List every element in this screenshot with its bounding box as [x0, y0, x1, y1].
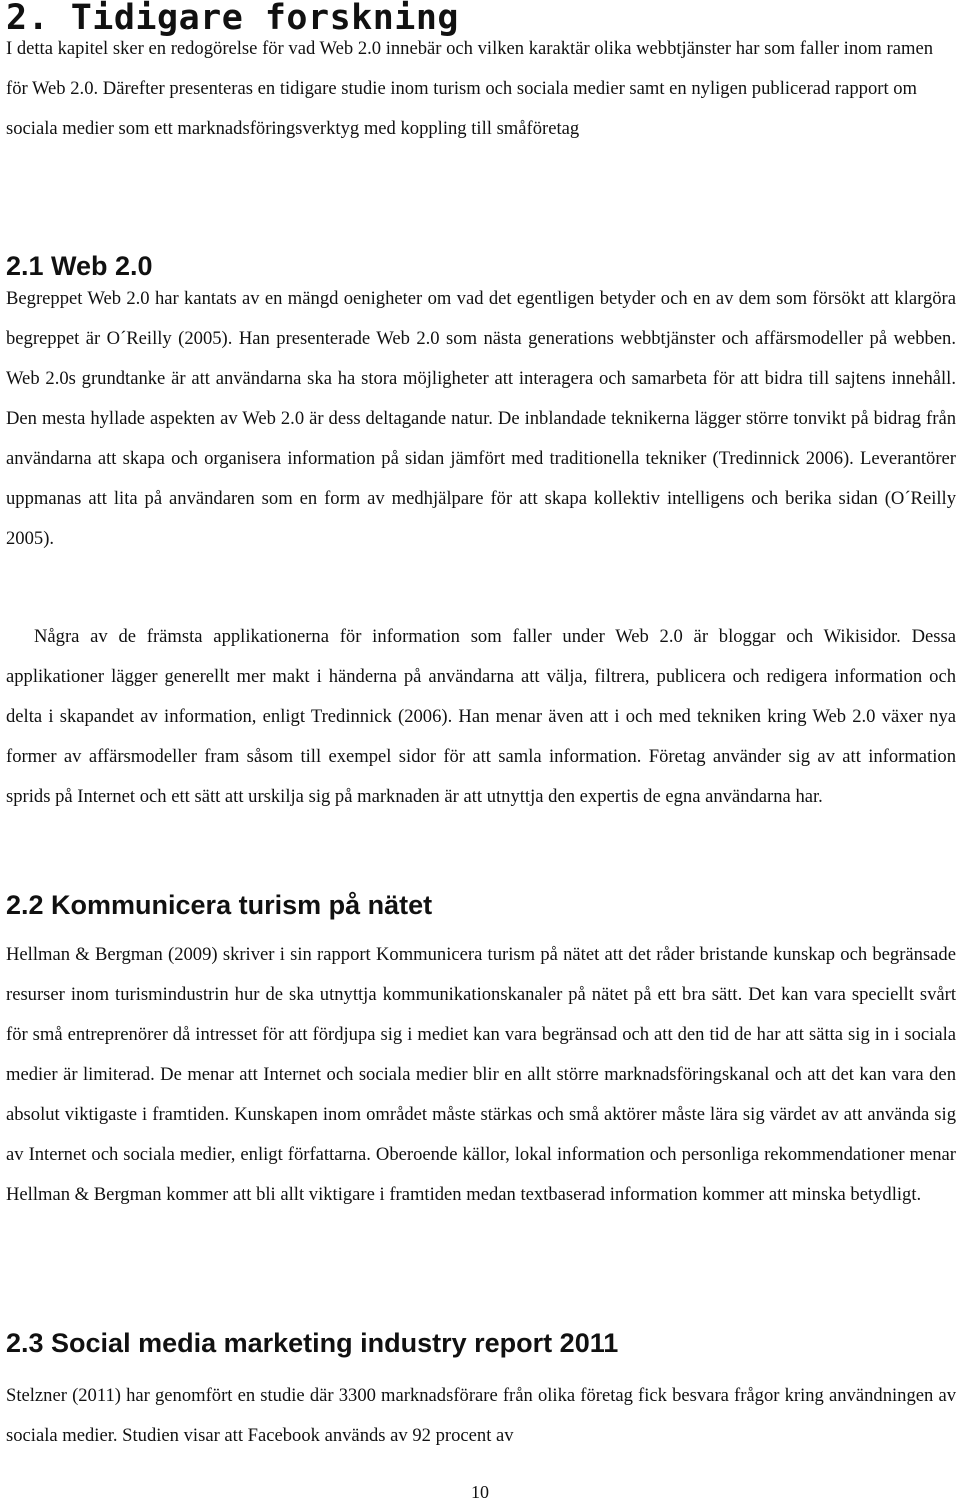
- chapter-intro: I detta kapitel sker en redogörelse för vad Web 2.0 innebär och vilken karaktär olika webbtjänster har som faller inom ramen för Web 2.0. Därefter presenteras en tidigare studie inom turism och sociala medier samt en nyligen publicerad rapport om sociala medier som ett marknadsföringsverktyg med koppling till småföretag: [6, 38, 933, 139]
- chapter-title: 2. Tidigare forskning: [6, 0, 460, 38]
- section-heading-web-2-0: 2.1 Web 2.0: [6, 251, 153, 281]
- section-heading-social-media-report: 2.3 Social media marketing industry report 2011: [6, 1328, 619, 1358]
- section-heading-kommunicera-turism: 2.2 Kommunicera turism på nätet: [6, 890, 433, 920]
- section-paragraph-kommunicera-turism: Hellman & Bergman (2009) skriver i sin rapport Kommunicera turism på nätet att det råder bristande kunskap och begränsade resurser inom turismindustrin hur de ska utnyttja kommunikationskanaler på nätet på ett bra sätt. Det kan vara speciellt svårt för små entreprenörer då intresset för att fördjupa sig i mediet kan vara begränsad och att den tid de har att sätta sig in i sociala medier är limiterad. De menar att Internet och sociala medier blir en allt större marknadsföringskanal och att det kan vara den absolut viktigaste i framtiden. Kunskapen inom området måste stärkas och små aktörer måste lära sig värdet av att använda sig av Internet och sociala medier, enligt författarna. Oberoende källor, lokal information och personliga rekommendationer menar Hellman & Bergman kommer att bli allt viktigare i framtiden medan textbaserad information kommer att minska betydligt.: [6, 944, 956, 1205]
- section-paragraph-web-2-0-1: Begreppet Web 2.0 har kantats av en mängd oenigheter om vad det egentligen betyder och en av dem som försökt att klargöra begreppet är O´Reilly (2005). Han presenterade Web 2.0 som nästa generations webbtjänster och affärsmodeller på webben. Web 2.0s grundtanke är att användarna ska ha stora möjligheter att interagera och samarbeta för att bidra till sajtens innehåll. Den mesta hyllade aspekten av Web 2.0 är dess deltagande natur. De inblandade teknikerna lägger större tonvikt på bidrag från användarna att skapa och organisera information på sidan jämfört med traditionella tekniker (Tredinnick 2006). Leverantörer uppmanas att lita på användaren som en form av medhjälpare för att skapa kollektiv intelligens och berika sidan (O´Reilly 2005).: [6, 288, 956, 549]
- page-number: 10: [471, 1482, 489, 1502]
- section-paragraph-web-2-0-2: Några av de främsta applikationerna för information som faller under Web 2.0 är bloggar och Wikisidor. Dessa applikationer lägger generellt mer makt i händerna på användarna att välja, filtrera, publicera och redigera information och delta i skapandet av information, enligt Tredinnick (2006). Han menar även att i och med tekniken kring Web 2.0 växer nya former av affärsmodeller fram såsom till exempel sidor för att samla information. Företag använder sig av att information sprids på Internet och ett sätt att urskilja sig på marknaden är att utnyttja den expertis de egna användarna har.: [6, 626, 956, 807]
- section-paragraph-social-media-report: Stelzner (2011) har genomfört en studie där 3300 marknadsförare från olika företag fick besvara frågor kring användningen av sociala medier. Studien visar att Facebook används av 92 procent av: [6, 1385, 956, 1446]
